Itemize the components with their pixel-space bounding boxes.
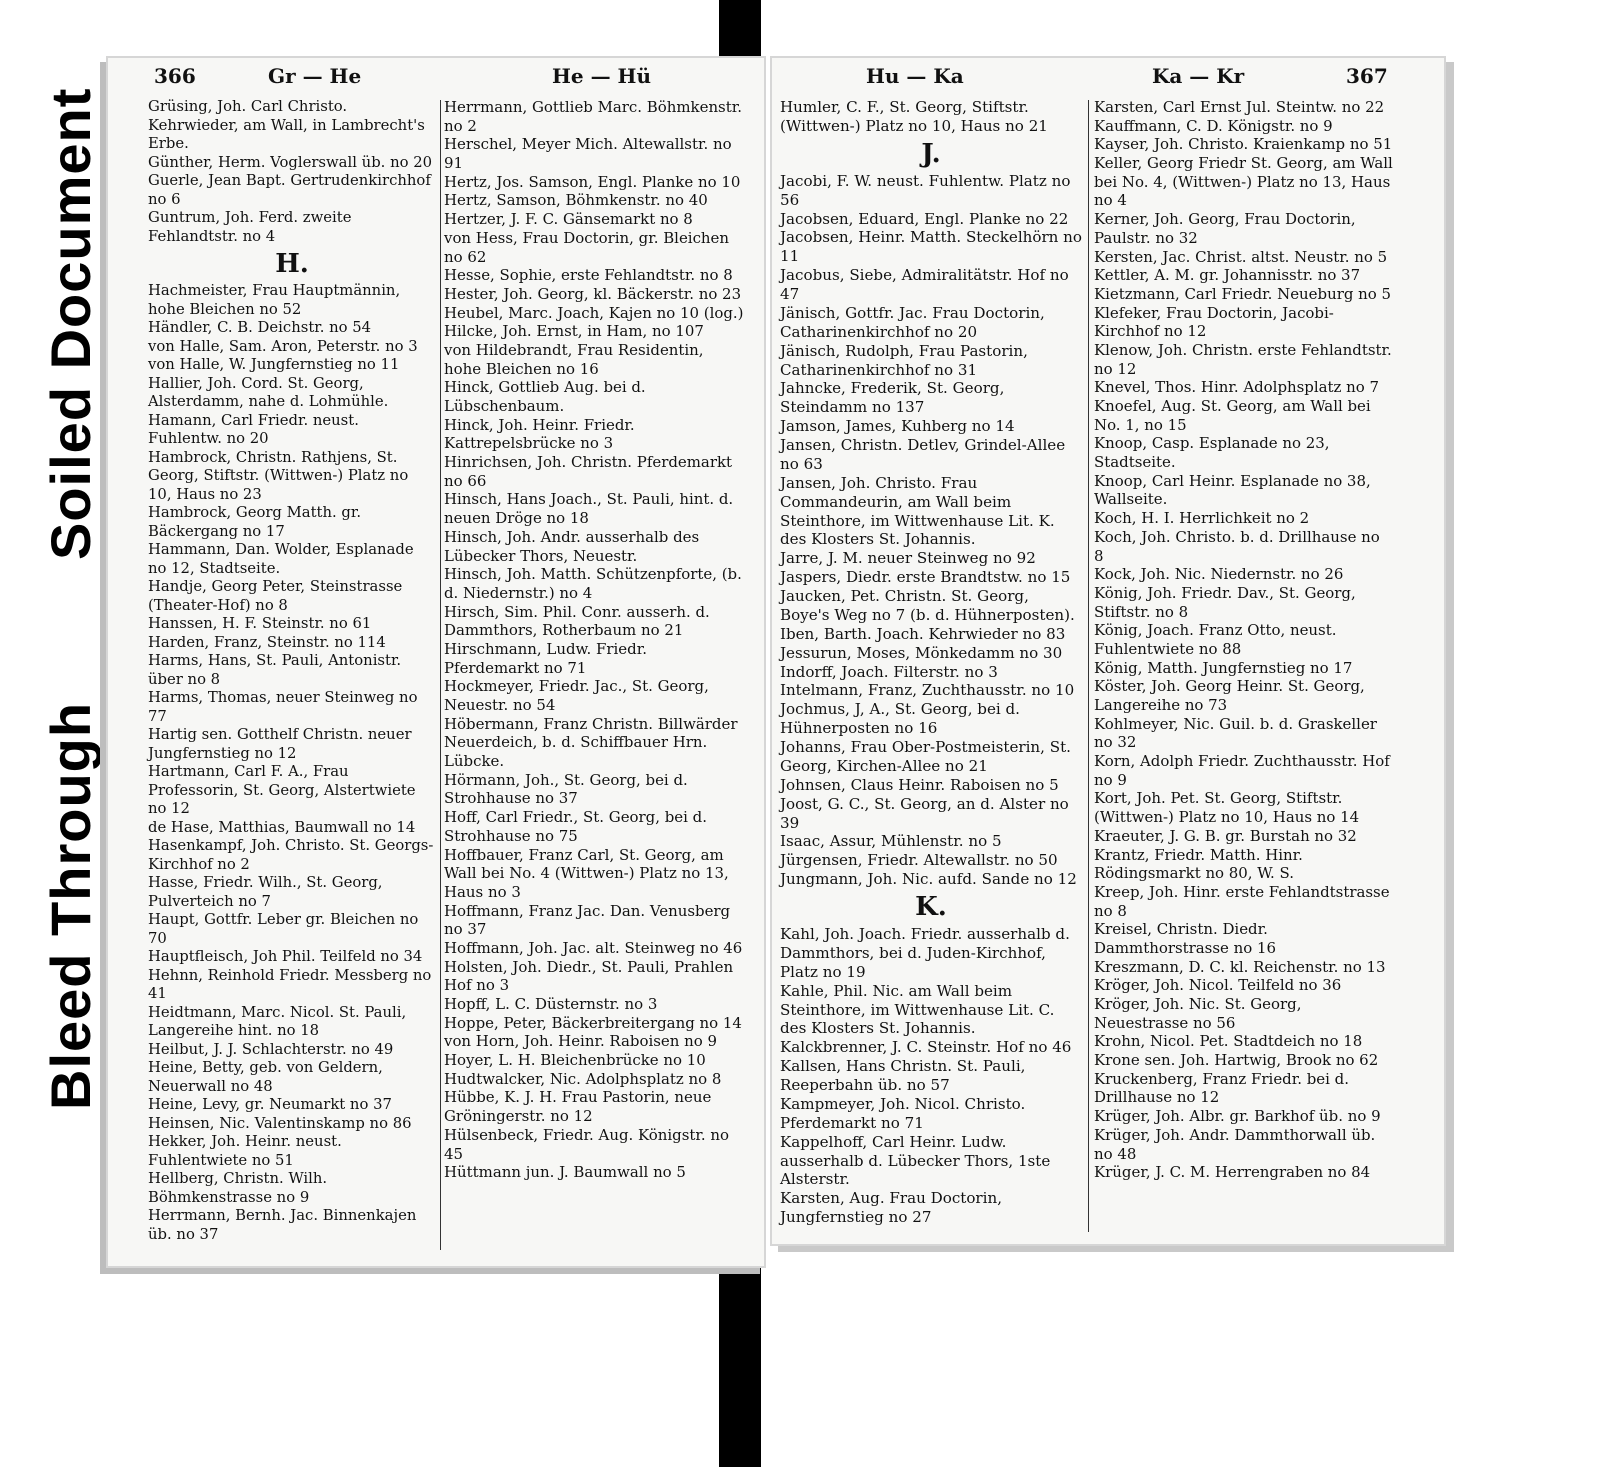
section-letter-heading: H. <box>275 249 309 279</box>
directory-entry: Isaac, Assur, Mühlenstr. no 5 <box>780 832 1002 851</box>
directory-entry: Hoppe, Peter, Bäckerbreitergang no 14 <box>444 1013 742 1032</box>
directory-entry: Karsten, Aug. Frau Doctorin, Jungfernstieg no 27 <box>780 1189 1002 1227</box>
directory-entry: von Halle, W. Jungfernstieg no 11 <box>148 356 400 373</box>
directory-entry: Kalckbrenner, J. C. Steinstr. Hof no 46 <box>780 1038 1072 1057</box>
directory-entry: Hinrichsen, Joh. Christn. Pferdemarkt no 66 <box>444 453 733 490</box>
directory-entry: Iben, Barth. Joach. Kehrwieder no 83 <box>780 624 1066 643</box>
directory-entry: Guerle, Jean Bapt. Gertrudenkirchhof no 6 <box>148 172 431 208</box>
left-header-range-b: He — Hü <box>552 64 651 88</box>
directory-entry: Indorff, Joach. Filterstr. no 3 <box>780 662 998 681</box>
directory-entry: Heine, Betty, geb. von Geldern, Neuerwall no 48 <box>148 1059 383 1095</box>
directory-entry: Grüsing, Joh. Carl Christo. Kehrwieder, am Wall, in Lambrecht's Erbe. <box>148 98 425 152</box>
column-rule <box>440 100 441 1250</box>
directory-entry: Hoyer, L. H. Bleichenbrücke no 10 <box>444 1051 706 1070</box>
directory-entry: Klenow, Joh. Christn. erste Fehlandtstr. no 12 <box>1094 340 1392 378</box>
directory-entry: König, Joach. Franz Otto, neust. Fuhlentwiete no 88 <box>1094 621 1337 658</box>
directory-entry: Jamson, James, Kuhberg no 14 <box>780 417 1015 436</box>
directory-entry: Hoff, Carl Friedr., St. Georg, bei d. Strohhause no 75 <box>444 808 707 845</box>
directory-entry: Guntrum, Joh. Ferd. zweite Fehlandtstr. no 4 <box>148 209 352 245</box>
right-header-range-a: Hu — Ka <box>866 64 964 88</box>
directory-entry: Knoop, Casp. Esplanade no 23, Stadtseite. <box>1094 434 1330 472</box>
directory-entry: Hauptfleisch, Joh Phil. Teilfeld no 34 <box>148 948 423 965</box>
directory-entry: Hanssen, H. F. Steinstr. no 61 <box>148 615 372 632</box>
directory-entry: Kallsen, Hans Christn. St. Pauli, Reeperbahn üb. no 57 <box>780 1057 1026 1094</box>
directory-entry: Hinsch, Joh. Matth. Schützenpforte, (b. d. Niedernstr.) no 4 <box>444 565 742 602</box>
column-rule <box>1088 100 1089 1232</box>
directory-entry: Hübbe, K. J. H. Frau Pastorin, neue Gröningerstr. no 12 <box>444 1088 712 1126</box>
directory-entry: Jansen, Joh. Christo. Frau Commandeurin, am Wall beim Steinthore, im Wittwenhause Lit. K. des Klosters St. Johannis. <box>780 473 1055 549</box>
section-letter-heading: J. <box>921 138 941 169</box>
directory-entry: Korn, Adolph Friedr. Zuchthausstr. Hof no 9 <box>1094 752 1390 789</box>
directory-entry: von Halle, Sam. Aron, Peterstr. no 3 <box>148 337 418 355</box>
directory-entry: Herschel, Meyer Mich. Altewallstr. no 91 <box>444 135 732 173</box>
directory-entry: Knoefel, Aug. St. Georg, am Wall bei No. 1, no 15 <box>1094 397 1371 434</box>
directory-entry: König, Matth. Jungfernstieg no 17 <box>1094 658 1353 677</box>
directory-entry: Hertz, Samson, Böhmkenstr. no 40 <box>444 191 708 210</box>
bleed-through-label: Bleed Through <box>39 701 102 1110</box>
directory-entry: Jacobsen, Heinr. Matth. Steckelhörn no 11 <box>780 228 1082 266</box>
directory-entry: Krüger, J. C. M. Herrengraben no 84 <box>1094 1163 1371 1182</box>
directory-entry: Kappelhoff, Carl Heinr. Ludw. ausserhalb d. Lübecker Thors, 1ste Alsterstr. <box>780 1132 1051 1189</box>
directory-entry: Koch, H. I. Herrlichkeit no 2 <box>1094 509 1310 528</box>
directory-entry: Hörmann, Joh., St. Georg, bei d. Strohhause no 37 <box>444 770 688 808</box>
directory-entry: Krohn, Nicol. Pet. Stadtdeich no 18 <box>1094 1032 1363 1051</box>
right-page-number: 367 <box>1346 64 1388 88</box>
section-letter-heading: K. <box>915 892 947 922</box>
directory-entry: Hasenkampf, Joh. Christo. St. Georgs-Kirchhof no 2 <box>148 837 434 873</box>
directory-entry: Köster, Joh. Georg Heinr. St. Georg, Langereihe no 73 <box>1094 677 1365 714</box>
directory-entry: Karsten, Carl Ernst Jul. Steintw. no 22 <box>1094 98 1385 116</box>
directory-entry: Jaspers, Diedr. erste Brandtstw. no 15 <box>780 568 1071 587</box>
directory-entry: Günther, Herm. Voglerswall üb. no 20 <box>148 153 433 171</box>
directory-entry: Jänisch, Gottfr. Jac. Frau Doctorin, Catharinenkirchhof no 20 <box>780 303 1045 341</box>
soiled-document-label: Soiled Document <box>39 87 102 560</box>
directory-entry: Jänisch, Rudolph, Frau Pastorin, Catharinenkirchhof no 31 <box>780 341 1028 379</box>
directory-entry: Hockmeyer, Friedr. Jac., St. Georg, Neuestr. no 54 <box>444 677 709 714</box>
directory-entry: Hinsch, Hans Joach., St. Pauli, hint. d. neuen Dröge no 18 <box>444 490 734 528</box>
directory-entry: Kohlmeyer, Nic. Guil. b. d. Graskeller no 32 <box>1094 714 1377 752</box>
directory-entry: Jacobus, Siebe, Admiralitätstr. Hof no 47 <box>780 266 1069 303</box>
right-column-2 <box>1094 98 1394 1182</box>
directory-entry: Hellberg, Christn. Wilh. Böhmkenstrasse no 9 <box>148 1170 328 1206</box>
directory-entry: Krone sen. Joh. Hartwig, Brook no 62 <box>1094 1051 1379 1070</box>
directory-entry: Höbermann, Franz Christn. Billwärder Neuerdeich, b. d. Schiffbauer Hrn. Lübcke. <box>444 714 738 771</box>
directory-entry: Kruckenberg, Franz Friedr. bei d. Drillhause no 12 <box>1094 1069 1349 1107</box>
directory-entry: König, Joh. Friedr. Dav., St. Georg, Stiftstr. no 8 <box>1094 583 1356 621</box>
directory-entry: Hinsch, Joh. Andr. ausserhalb des Lübecker Thors, Neuestr. <box>444 527 700 565</box>
directory-entry: Holsten, Joh. Diedr., St. Pauli, Prahlen Hof no 3 <box>444 957 734 995</box>
directory-entry: Hoffbauer, Franz Carl, St. Georg, am Wall bei No. 4 (Wittwen-) Platz no 13, Haus no 3 <box>444 845 729 901</box>
directory-entry: Handje, Georg Peter, Steinstrasse (Theater-Hof) no 8 <box>148 578 403 614</box>
directory-entry: Hasse, Friedr. Wilh., St. Georg, Pulverteich no 7 <box>148 874 383 910</box>
directory-entry: Kettler, A. M. gr. Johannisstr. no 37 <box>1094 266 1361 285</box>
left-column-1 <box>148 98 436 1244</box>
directory-entry: Kampmeyer, Joh. Nicol. Christo. Pferdemarkt no 71 <box>780 1094 1026 1132</box>
directory-entry: Hülsenbeck, Friedr. Aug. Königstr. no 45 <box>444 1125 729 1163</box>
directory-entry: Knevel, Thos. Hinr. Adolphsplatz no 7 <box>1094 378 1380 397</box>
directory-entry: Hammann, Dan. Wolder, Esplanade no 12, Stadtseite. <box>148 541 414 577</box>
directory-entry: Krantz, Friedr. Matth. Hinr. Rödingsmarkt no 80, W. S. <box>1094 845 1303 883</box>
directory-entry: Kersten, Jac. Christ. altst. Neustr. no 5 <box>1094 247 1388 266</box>
directory-entry: Hinck, Gottlieb Aug. bei d. Lübschenbaum. <box>444 378 646 415</box>
directory-entry: Heine, Levy, gr. Neumarkt no 37 <box>148 1096 392 1113</box>
directory-entry: Heilbut, J. J. Schlachterstr. no 49 <box>148 1040 394 1058</box>
directory-entry: von Hildebrandt, Frau Residentin, hohe Bleichen no 16 <box>444 340 704 378</box>
directory-entry: Krüger, Joh. Andr. Dammthorwall üb. no 48 <box>1094 1125 1376 1163</box>
directory-entry: Jahncke, Frederik, St. Georg, Steindamm no 137 <box>780 379 1005 417</box>
directory-entry: Herrmann, Bernh. Jac. Binnenkajen üb. no 37 <box>148 1207 417 1243</box>
directory-entry: Jungmann, Joh. Nic. aufd. Sande no 12 <box>780 870 1077 889</box>
directory-entry: Hudtwalcker, Nic. Adolphsplatz no 8 <box>444 1069 722 1088</box>
directory-entry: Herrmann, Gottlieb Marc. Böhmkenstr. no 2 <box>444 98 742 135</box>
right-page <box>770 56 1446 1246</box>
left-column-2 <box>444 98 744 1182</box>
directory-entry: Hertz, Jos. Samson, Engl. Planke no 10 <box>444 172 741 191</box>
directory-entry: von Hess, Frau Doctorin, gr. Bleichen no 62 <box>444 228 730 266</box>
directory-entry: Hesse, Sophie, erste Fehlandtstr. no 8 <box>444 266 733 285</box>
directory-entry: Johnsen, Claus Heinr. Raboisen no 5 <box>780 775 1059 794</box>
directory-entry: Hambrock, Christn. Rathjens, St. Georg, Stiftstr. (Wittwen-) Platz no 10, Haus no 23 <box>148 448 409 503</box>
directory-entry: Koch, Joh. Christo. b. d. Drillhause no 8 <box>1094 527 1380 565</box>
right-header-range-b: Ka — Kr <box>1152 64 1245 88</box>
directory-entry: Hirsch, Sim. Phil. Conr. ausserh. d. Dammthors, Rotherbaum no 21 <box>444 602 710 640</box>
directory-entry: Knoop, Carl Heinr. Esplanade no 38, Wallseite. <box>1094 471 1371 509</box>
directory-entry: Hehnn, Reinhold Friedr. Messberg no 41 <box>148 966 432 1002</box>
directory-entry: Hoffmann, Franz Jac. Dan. Venusberg no 37 <box>444 901 731 939</box>
directory-entry: Hirschmann, Ludw. Friedr. Pferdemarkt no 71 <box>444 639 647 677</box>
directory-entry: Kock, Joh. Nic. Niedernstr. no 26 <box>1094 565 1344 584</box>
directory-entry: Harms, Hans, St. Pauli, Antonistr. über no 8 <box>148 652 402 688</box>
directory-entry: Hinck, Joh. Heinr. Friedr. Kattrepelsbrücke no 3 <box>444 415 635 453</box>
directory-entry: Harms, Thomas, neuer Steinweg no 77 <box>148 689 418 725</box>
directory-entry: Hopff, L. C. Düsternstr. no 3 <box>444 995 658 1013</box>
directory-entry: Hoffmann, Joh. Jac. alt. Steinweg no 46 <box>444 938 743 957</box>
directory-entry: Kreep, Joh. Hinr. erste Fehlandtstrasse no 8 <box>1094 882 1390 920</box>
directory-entry: Kayser, Joh. Christo. Kraienkamp no 51 <box>1094 135 1393 154</box>
directory-entry: Hartmann, Carl F. A., Frau Professorin, St. Georg, Alstertwiete no 12 <box>148 763 416 817</box>
left-page-number: 366 <box>154 64 196 88</box>
directory-entry: Hekker, Joh. Heinr. neust. Fuhlentwiete no 51 <box>148 1133 342 1169</box>
directory-entry: Kahle, Phil. Nic. am Wall beim Steinthore, im Wittwenhause Lit. C. des Klosters St. Johannis. <box>780 981 1055 1038</box>
directory-entry: Jessurun, Moses, Mönkedamm no 30 <box>780 643 1063 662</box>
directory-entry: Jansen, Christn. Detlev, Grindel-Allee no 63 <box>780 436 1066 473</box>
directory-entry: Johanns, Frau Ober-Postmeisterin, St. Georg, Kirchen-Allee no 21 <box>780 738 1071 775</box>
directory-entry: Jacobsen, Eduard, Engl. Planke no 22 <box>780 209 1069 228</box>
directory-entry: Hamann, Carl Friedr. neust. Fuhlentw. no 20 <box>148 411 359 447</box>
directory-entry: Heinsen, Nic. Valentinskamp no 86 <box>148 1114 412 1132</box>
directory-entry: Hallier, Joh. Cord. St. Georg, Alsterdamm, nahe d. Lohmühle. <box>148 374 389 410</box>
directory-entry: Heubel, Marc. Joach, Kajen no 10 (log.) <box>444 303 744 322</box>
left-header-range-a: Gr — He <box>268 64 362 88</box>
directory-entry: Kauffmann, C. D. Königstr. no 9 <box>1094 116 1333 135</box>
directory-entry: Jarre, J. M. neuer Steinweg no 92 <box>780 549 1036 568</box>
directory-entry: Händler, C. B. Deichstr. no 54 <box>148 319 372 336</box>
directory-entry: Kietzmann, Carl Friedr. Neueburg no 5 <box>1094 284 1392 303</box>
directory-entry: Kröger, Joh. Nic. St. Georg, Neuestrasse no 56 <box>1094 995 1302 1032</box>
directory-entry: von Horn, Joh. Heinr. Raboisen no 9 <box>444 1032 718 1051</box>
directory-entry: Intelmann, Franz, Zuchthausstr. no 10 <box>780 681 1075 700</box>
directory-entry: Joost, G. C., St. Georg, an d. Alster no 39 <box>780 794 1069 832</box>
directory-entry: Hester, Joh. Georg, kl. Bäckerstr. no 23 <box>444 284 742 303</box>
directory-entry: Kraeuter, J. G. B. gr. Burstah no 32 <box>1094 826 1357 845</box>
directory-entry: Hachmeister, Frau Hauptmännin, hohe Bleichen no 52 <box>148 282 401 318</box>
directory-entry: Keller, Georg Friedr St. Georg, am Wall bei No. 4, (Wittwen-) Platz no 13, Haus no 4 <box>1094 154 1393 210</box>
directory-entry: Haupt, Gottfr. Leber gr. Bleichen no 70 <box>148 911 419 947</box>
directory-entry: Jacobi, F. W. neust. Fuhlentw. Platz no 56 <box>780 171 1071 209</box>
directory-entry: Kort, Joh. Pet. St. Georg, Stiftstr. (Wittwen-) Platz no 10, Haus no 14 <box>1094 789 1360 827</box>
directory-entry: Kreszmann, D. C. kl. Reichenstr. no 13 <box>1094 957 1386 976</box>
directory-entry: Hambrock, Georg Matth. gr. Bäckergang no 17 <box>148 504 362 540</box>
directory-entry: Hertzer, J. F. C. Gänsemarkt no 8 <box>444 210 693 229</box>
directory-entry: Klefeker, Frau Doctorin, Jacobi-Kirchhof no 12 <box>1094 303 1334 341</box>
directory-entry: Hartig sen. Gotthelf Christn. neuer Jungfernstieg no 12 <box>148 726 412 762</box>
directory-entry: Jochmus, J, A., St. Georg, bei d. Hühnerposten no 16 <box>780 700 1020 738</box>
directory-entry: Kreisel, Christn. Diedr. Dammthorstrasse no 16 <box>1094 920 1276 957</box>
directory-entry: Jürgensen, Friedr. Altewallstr. no 50 <box>780 851 1058 870</box>
left-page <box>106 56 766 1268</box>
directory-entry: Harden, Franz, Steinstr. no 114 <box>148 633 386 651</box>
directory-entry: Kröger, Joh. Nicol. Teilfeld no 36 <box>1094 976 1342 995</box>
directory-entry: Kahl, Joh. Joach. Friedr. ausserhalb d. Dammthors, bei d. Juden-Kirchhof, Platz no 19 <box>780 925 1070 981</box>
directory-entry: Hilcke, Joh. Ernst, in Ham, no 107 <box>444 322 704 341</box>
directory-entry: Kerner, Joh. Georg, Frau Doctorin, Paulstr. no 32 <box>1094 210 1356 247</box>
directory-entry: Jaucken, Pet. Christn. St. Georg, Boye's Weg no 7 (b. d. Hühnerposten). <box>780 587 1075 624</box>
directory-entry: Hüttmann jun. J. Baumwall no 5 <box>444 1163 686 1182</box>
directory-entry: Humler, C. F., St. Georg, Stiftstr. (Wittwen-) Platz no 10, Haus no 21 <box>780 98 1048 135</box>
right-column-1 <box>780 98 1082 1227</box>
directory-entry: de Hase, Matthias, Baumwall no 14 <box>148 818 416 836</box>
directory-entry: Krüger, Joh. Albr. gr. Barkhof üb. no 9 <box>1094 1107 1381 1126</box>
directory-entry: Heidtmann, Marc. Nicol. St. Pauli, Langereihe hint. no 18 <box>148 1003 407 1039</box>
